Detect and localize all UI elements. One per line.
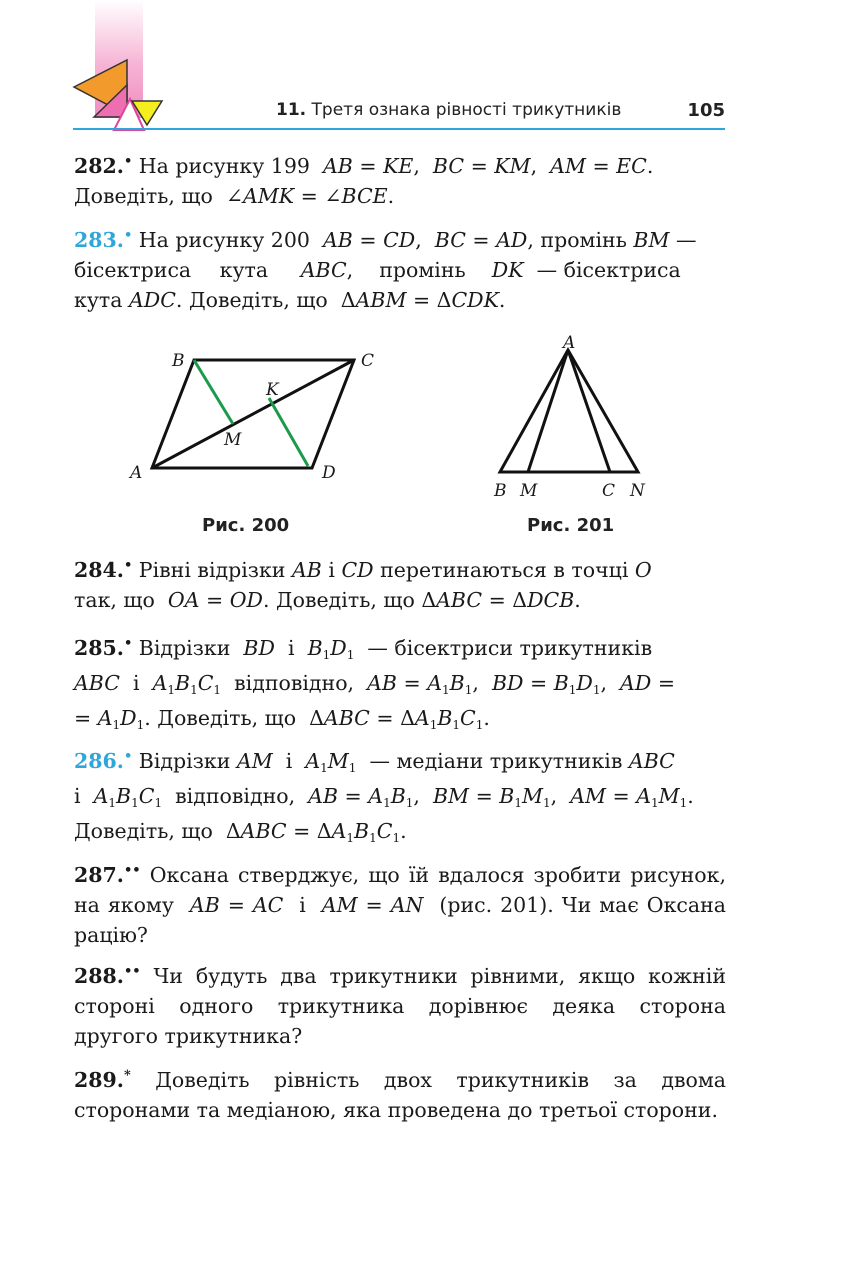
task-283: 283.• На рисунку 200 AB = CD, BC = AD, промінь BM — бісектриса кута ABC, промінь DK — бісектриса кута ADC. Доведіть, що ΔABM = ΔCDK. (74, 228, 697, 312)
chapter-name: Третя ознака рівності трикутників (311, 100, 622, 120)
page-number: 105 (687, 100, 725, 121)
figure-201-triangle (488, 330, 658, 505)
chapter-number: 11. (276, 100, 307, 120)
task-text: На рисунку 200 (138, 228, 310, 252)
task-285: 285.• Відрізки BD і $B_1D_1$ — бісектриси трикутників ABC і $A_1B_1C_1$ відповідно, AB = $A_1B_1$, BD = $B_1D_1$, AD = = $A_1D_1$. Доведіть, що $\Delta ABC = \Delta A_1B_1C_1$. (74, 636, 675, 732)
chapter-title (276, 100, 621, 120)
task-number: 288.•• (74, 964, 141, 988)
label-A: A (563, 333, 576, 353)
task-number: 287.•• (74, 863, 141, 887)
task-284: 284.• Рівні відрізки AB і CD перетинаються в точці O так, що OA = OD. Доведіть, що ΔABC = ΔDCB. (74, 558, 652, 612)
label-B: B (494, 481, 507, 501)
task-288: 288.•• Чи будуть два трикутники рівними, якщо кожній стороні одного трикутника дорівнює деяка сторона другого трикутника? (74, 964, 726, 1048)
figure-200-parallelogram (120, 340, 390, 490)
task-289: 289.* Доведіть рівність двох трикутників за двома сторонами та медіаною, яка проведена до третьої сторони. (74, 1068, 726, 1122)
label-A: A (130, 463, 143, 483)
task-287: 287.•• Оксана стверджує, що їй вдалося зробити рисунок, на якому AB = AC і AM = AN (рис. 201). Чи має Оксана рацію? (74, 863, 727, 947)
task-text: На рисунку 199 (138, 154, 310, 178)
task-number: 289.* (74, 1068, 131, 1092)
label-M: M (520, 481, 538, 501)
label-C: C (361, 351, 375, 371)
figure-201-caption: Рис. 201 (527, 515, 615, 536)
label-B: B (172, 351, 185, 371)
task-number: 283.• (74, 228, 133, 252)
task-282: 282.• На рисунку 199 AB = KE, BC = KM, AM = EC. Доведіть, що ∠AMK = ∠BCE. (74, 154, 654, 208)
label-N: N (630, 481, 645, 501)
label-C: C (602, 481, 616, 501)
label-M: M (224, 430, 242, 450)
task-number: 285.• (74, 636, 133, 660)
task-286: 286.• Відрізки AM і $A_1M_1$ — медіани трикутників ABC і $A_1B_1C_1$ відповідно, AB = $A_1B_1$, BM = $B_1M_1$, AM = $A_1M_1$. Доведіть, що $\Delta ABC = \Delta A_1B_1C_1$. (74, 749, 694, 845)
task-text: Доведіть, що (74, 184, 213, 208)
label-D: D (322, 463, 336, 483)
figure-200-caption: Рис. 200 (202, 515, 290, 536)
task-number: 282.• (74, 154, 133, 178)
task-number: 284.• (74, 558, 133, 582)
header-divider (73, 128, 725, 130)
triangles-logo-icon (72, 55, 172, 135)
label-K: K (266, 380, 279, 400)
task-number: 286.• (74, 749, 133, 773)
